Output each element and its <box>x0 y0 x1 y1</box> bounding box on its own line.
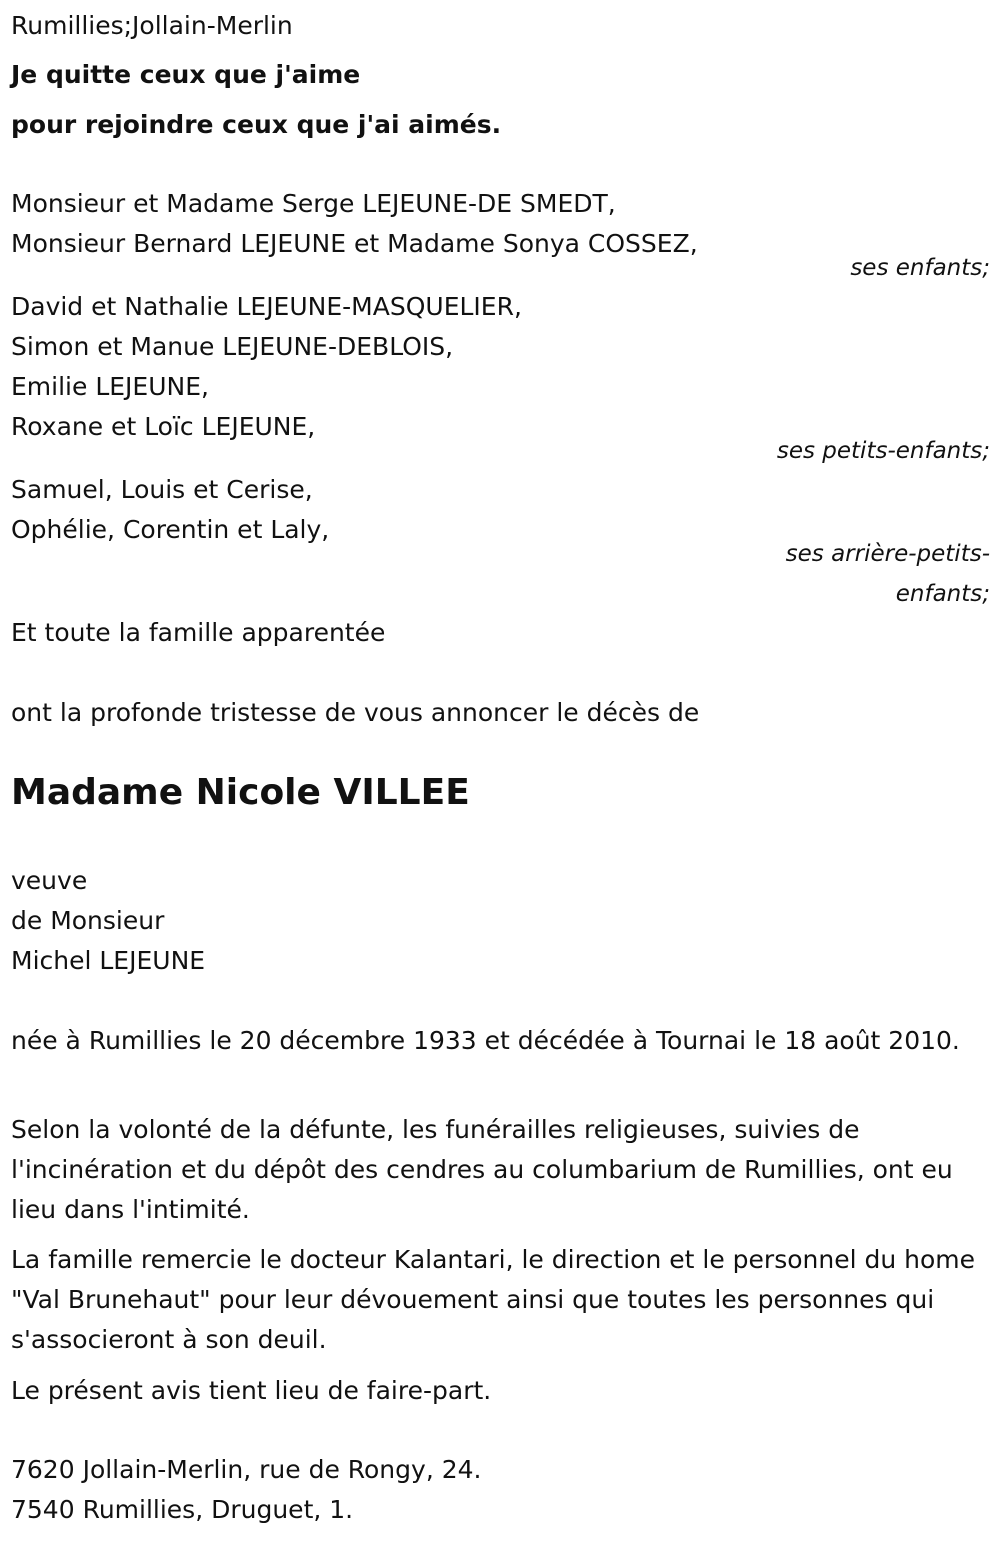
announcement-line: ont la profonde tristesse de vous annoncer le décès de <box>11 698 700 727</box>
quote-line-1: Je quitte ceux que j'aime <box>11 60 361 89</box>
quote-line-2: pour rejoindre ceux que j'ai aimés. <box>11 110 502 139</box>
great-grandchildren-line-2: Ophélie, Corentin et Laly, <box>11 515 330 544</box>
birth-death-paragraph: née à Rumillies le 20 décembre 1933 et décédée à Tournai le 18 août 2010. <box>11 1026 960 1055</box>
widow-line-1: veuve <box>11 866 88 895</box>
address-line-1: 7620 Jollain-Merlin, rue de Rongy, 24. <box>11 1455 482 1484</box>
widow-line-2: de Monsieur <box>11 906 165 935</box>
children-label: ses enfants; <box>850 255 990 281</box>
grandchildren-line-4: Roxane et Loïc LEJEUNE, <box>11 412 316 441</box>
great-grandchildren-label-line-2: enfants; <box>895 581 990 607</box>
deceased-name: Madame Nicole VILLEE <box>11 772 470 813</box>
notice-paragraph: Le présent avis tient lieu de faire-part. <box>11 1376 492 1405</box>
place-header: Rumillies;Jollain-Merlin <box>11 11 293 40</box>
funeral-paragraph: Selon la volonté de la défunte, les funérailles religieuses, suivies de l'incinération et du dépôt des cendres au columbarium de Rumillies, ont eu lieu dans l'intimité. <box>11 1115 953 1224</box>
address-line-2: 7540 Rumillies, Druguet, 1. <box>11 1495 354 1524</box>
grandchildren-line-2: Simon et Manue LEJEUNE-DEBLOIS, <box>11 332 454 361</box>
grandchildren-line-1: David et Nathalie LEJEUNE-MASQUELIER, <box>11 292 522 321</box>
grandchildren-label: ses petits-enfants; <box>776 438 990 464</box>
children-line-2: Monsieur Bernard LEJEUNE et Madame Sonya COSSEZ, <box>11 229 698 258</box>
family-line: Et toute la famille apparentée <box>11 618 386 647</box>
great-grandchildren-label-line-1: ses arrière-petits- <box>785 541 990 567</box>
children-line-1: Monsieur et Madame Serge LEJEUNE-DE SMEDT, <box>11 189 616 218</box>
grandchildren-line-3: Emilie LEJEUNE, <box>11 372 209 401</box>
thanks-paragraph: La famille remercie le docteur Kalantari, le direction et le personnel du home "Val Brunehaut" pour leur dévouement ainsi que toutes les personnes qui s'associeront à son deuil. <box>11 1245 976 1354</box>
great-grandchildren-line-1: Samuel, Louis et Cerise, <box>11 475 313 504</box>
widow-line-3: Michel LEJEUNE <box>11 946 206 975</box>
